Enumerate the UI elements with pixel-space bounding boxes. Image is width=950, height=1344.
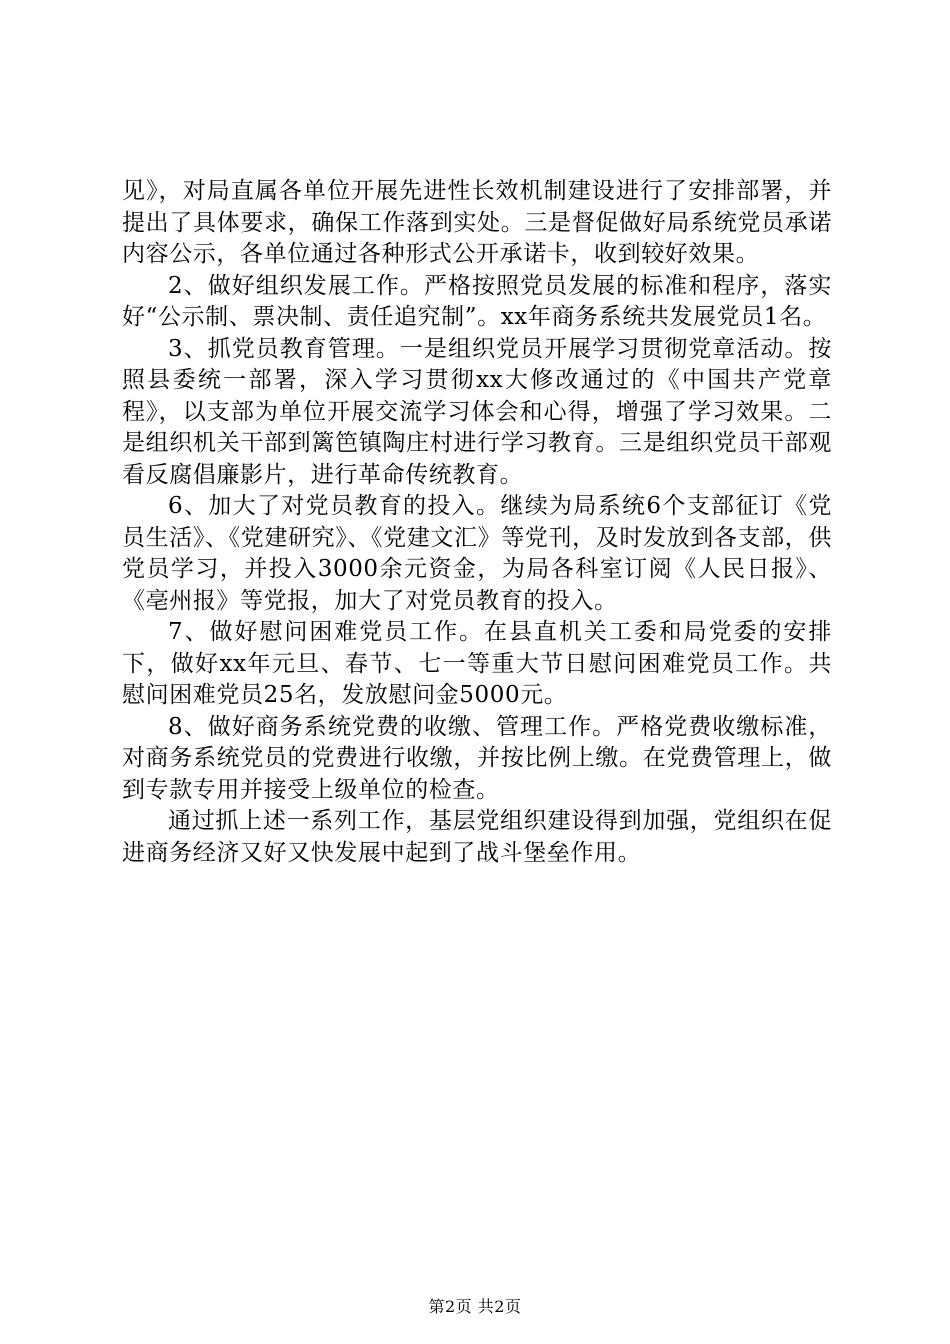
page-number-label: 第2页 共2页 — [428, 1297, 522, 1316]
page-footer — [0, 1297, 950, 1317]
paragraph-education-management: 3、抓党员教育管理。一是组织党员开展学习贯彻党章活动。按照县委统一部署，深入学习贯彻xx大修改通过的《中国共产党章程》，以支部为单位开展交流学习体会和心得，增强了学习效果。二是组织机关干部到篱笆镇陶庄村进行学习教育。三是组织党员干部观看反腐倡廉影片，进行革命传统教育。 — [122, 335, 832, 488]
paragraph-organization-development: 2、做好组织发展工作。严格按照党员发展的标准和程序，落实好“公示制、票决制、责任追究制”。xx年商务系统共发展党员1名。 — [122, 272, 832, 330]
document-body — [122, 176, 832, 869]
paragraph-education-investment: 6、加大了对党员教育的投入。继续为局系统6个支部征订《党员生活》、《党建研究》、《党建文汇》等党刊，及时发放到各支部，供党员学习，并投入3000余元资金，为局各科室订阅《人民日报》、《亳州报》等党报，加大了对党员教育的投入。 — [122, 493, 832, 614]
paragraph-conclusion: 通过抓上述一系列工作，基层党组织建设得到加强，党组织在促进商务经济又好又快发展中起到了战斗堡垒作用。 — [122, 808, 832, 866]
paragraph-party-dues: 8、做好商务系统党费的收缴、管理工作。严格党费收缴标准，对商务系统党员的党费进行收缴，并按比例上缴。在党费管理上，做到专款专用并接受上级单位的检查。 — [122, 713, 832, 803]
paragraph-condolence-work: 7、做好慰问困难党员工作。在县直机关工委和局党委的安排下，做好xx年元旦、春节、七一等重大节日慰问困难党员工作。共慰问困难党员25名，发放慰问金5000元。 — [122, 619, 832, 708]
paragraph-continuation: 见》，对局直属各单位开展先进性长效机制建设进行了安排部署，并提出了具体要求，确保工作落到实处。三是督促做好局系统党员承诺内容公示，各单位通过各种形式公开承诺卡，收到较好效果。 — [122, 178, 832, 267]
